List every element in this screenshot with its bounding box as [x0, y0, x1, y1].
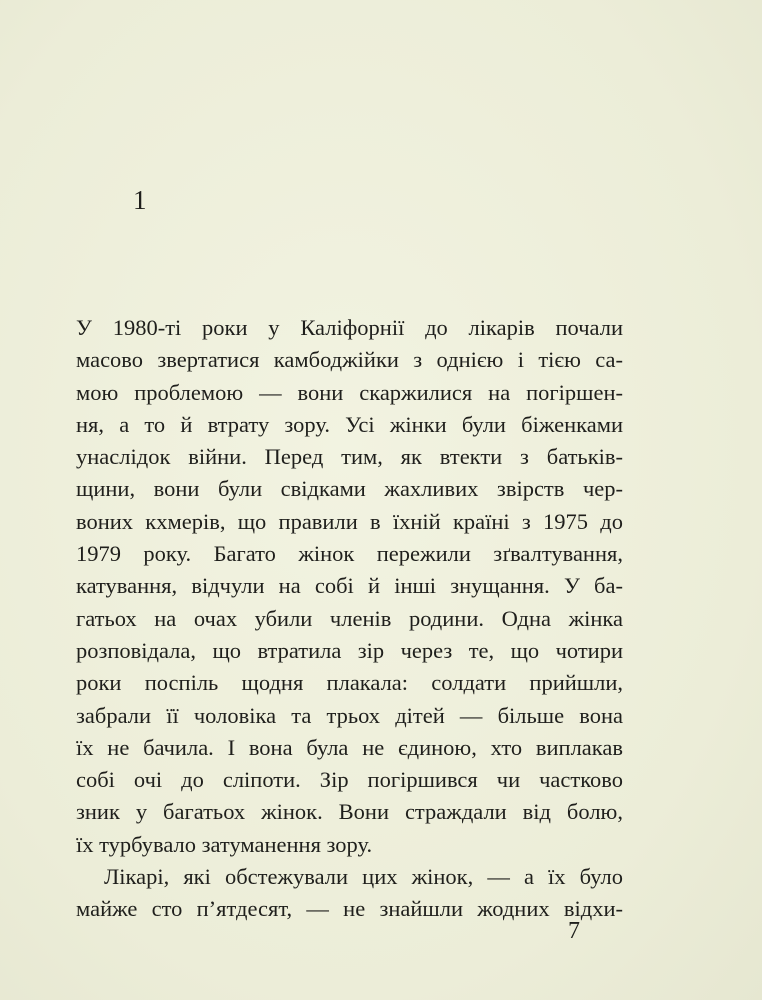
text-line: 1979 року. Багато жінок пережили зґвалтування,: [76, 541, 623, 567]
text-line: щини, вони були свідками жахливих звірств чер-: [76, 476, 623, 502]
text-line: Лікарі, які обстежували цих жінок, — а їх було: [104, 864, 623, 890]
text-line: ня, а то й втрату зору. Усі жінки були біженками: [76, 411, 623, 437]
text-line: розповідала, що втратила зір через те, що чотири: [76, 637, 623, 663]
text-line: гатьох на очах убили членів родини. Одна жінка: [76, 605, 623, 631]
text-line: зник у багатьох жінок. Вони страждали від болю,: [76, 799, 623, 825]
text-line: собі очі до сліпоти. Зір погіршився чи частково: [76, 767, 623, 793]
text-line: масово звертатися камбоджійки з однією і тією са-: [76, 347, 623, 373]
page-number: 7: [568, 918, 580, 944]
text-line: забрали її чоловіка та трьох дітей — більше вона: [76, 702, 623, 728]
text-line: роки поспіль щодня плакала: солдати прийшли,: [76, 670, 623, 696]
text-line: воних кхмерів, що правили в їхній країні з 1975 до: [76, 508, 623, 534]
text-line: їх не бачила. І вона була не єдиною, хто виплакав: [76, 734, 623, 760]
text-line: У 1980-ті роки у Каліфорнії до лікарів почали: [76, 315, 623, 340]
chapter-number: 1: [133, 185, 147, 215]
text-line: їх турбувало затуманення зору.: [76, 831, 373, 857]
text-line: майже сто п’ятдесят, — не знайшли жодних відхи-: [76, 896, 623, 922]
text-line: унаслідок війни. Перед тим, як втекти з батьків-: [76, 444, 623, 470]
text-line: мою проблемою — вони скаржилися на погіршен-: [76, 379, 623, 405]
text-line: катування, відчули на собі й інші знущання. У ба-: [76, 573, 623, 599]
body-text: [76, 312, 636, 926]
